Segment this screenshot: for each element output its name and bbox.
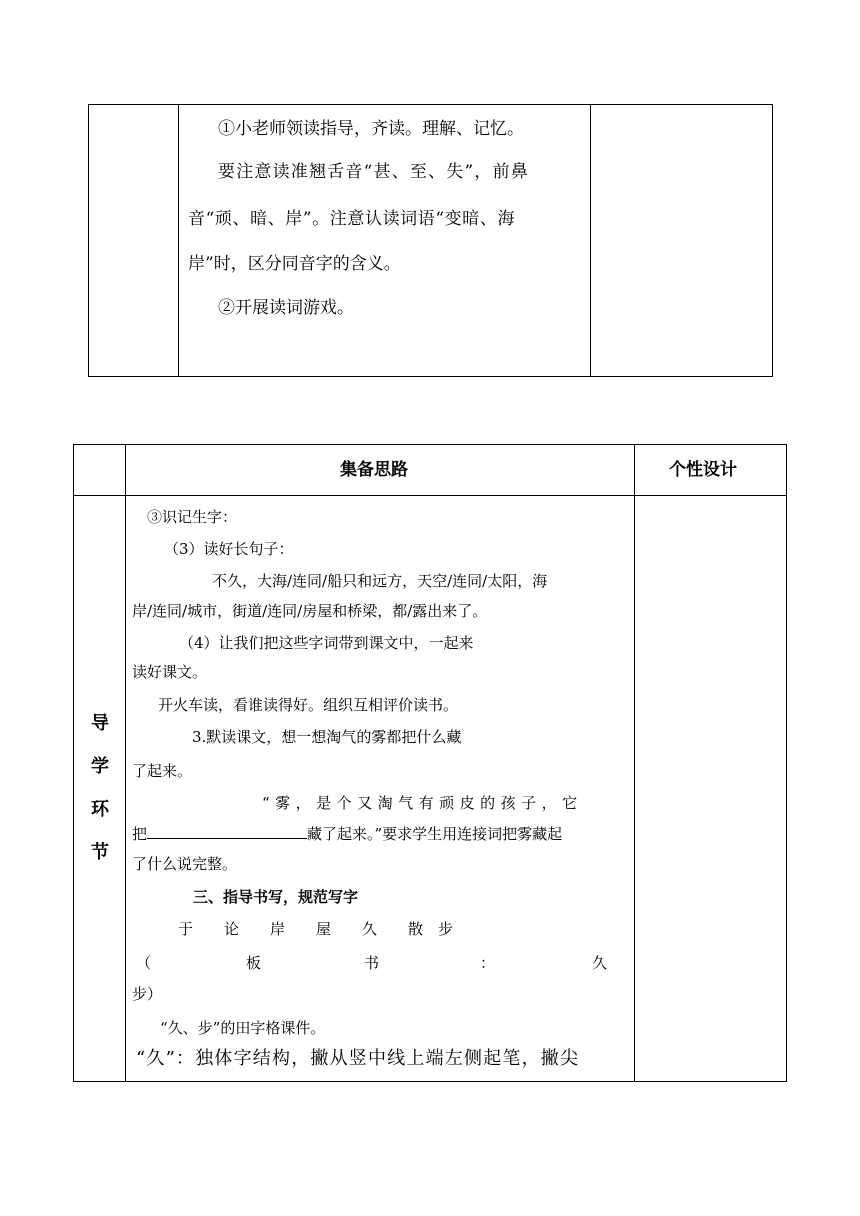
content-line: [132, 823, 562, 845]
char-list: 论: [224, 920, 240, 938]
content-line: 不久，大海/连同/船只和远方，天空/连同/太阳，海: [212, 572, 548, 590]
board-note: 久: [592, 954, 608, 972]
content-line: 了起来。: [132, 762, 193, 780]
content-line: （3）读好长句子：: [164, 540, 294, 558]
char-list: 久: [362, 920, 378, 938]
top-line-3: 音“顽、暗、岸”。注意认读词语“变暗、海: [188, 209, 516, 229]
header-jibei-silu: 集备思路: [340, 460, 408, 480]
board-note: 书: [364, 954, 380, 972]
content-line: 了什么说完整。: [132, 855, 238, 873]
content-line: 读好课文。: [132, 663, 208, 681]
top-line-5: ②开展读词游戏。: [218, 298, 354, 318]
char-list: 于: [178, 920, 194, 938]
content-fragment: 把: [132, 825, 148, 843]
header-divider: [74, 495, 786, 496]
content-line: （4）让我们把这些字词带到课文中，一起来: [179, 634, 474, 652]
content-line: “久、步”的田字格课件。: [160, 1019, 326, 1037]
content-line: 开火车读，看谁读得好。组织互相评价读书。: [158, 696, 459, 714]
content-line: 3.默读课文，想一想淘气的雾都把什么藏: [192, 728, 462, 746]
char-list: 散: [408, 920, 424, 938]
column-divider: [125, 445, 126, 1081]
char-list: 屋: [316, 920, 332, 938]
section-heading: 三、指导书写，规范写字: [193, 888, 359, 906]
top-line-1: ①小老师领读指导，齐读。理解、记忆。: [218, 119, 524, 139]
content-line: 步）: [132, 985, 163, 1003]
left-label-char: 导: [91, 713, 109, 734]
column-divider: [634, 445, 635, 1081]
char-list: 步: [438, 920, 454, 938]
top-line-4: 岸”时，区分同音字的含义。: [188, 254, 401, 274]
content-line: ③识记生字：: [147, 508, 238, 526]
left-label-char: 环: [91, 799, 109, 820]
top-line-2: 要注意读准翘舌音“甚、至、失”，前鼻: [218, 162, 529, 182]
board-note: 板: [246, 954, 262, 972]
left-label-char: 节: [91, 842, 109, 863]
content-line: “久”：独体字结构，撇从竖中线上端左侧起笔，撇尖: [136, 1048, 580, 1069]
content-line: “雾，是个又淘气有顽皮的孩子，它: [262, 794, 583, 812]
column-divider: [590, 105, 591, 376]
content-line: 岸/连同/城市，街道/连同/房屋和桥梁，都/露出来了。: [132, 602, 488, 620]
header-gexing-sheji: 个性设计: [669, 460, 737, 480]
top-table: [88, 104, 773, 377]
content-fragment: 藏了起来。”要求学生用连接词把雾藏起: [307, 825, 563, 843]
fill-blank: [147, 823, 307, 839]
board-note: （: [136, 954, 152, 972]
char-list: 岸: [270, 920, 286, 938]
board-note: ：: [480, 954, 496, 972]
left-label-char: 学: [91, 756, 109, 777]
column-divider: [178, 105, 179, 376]
